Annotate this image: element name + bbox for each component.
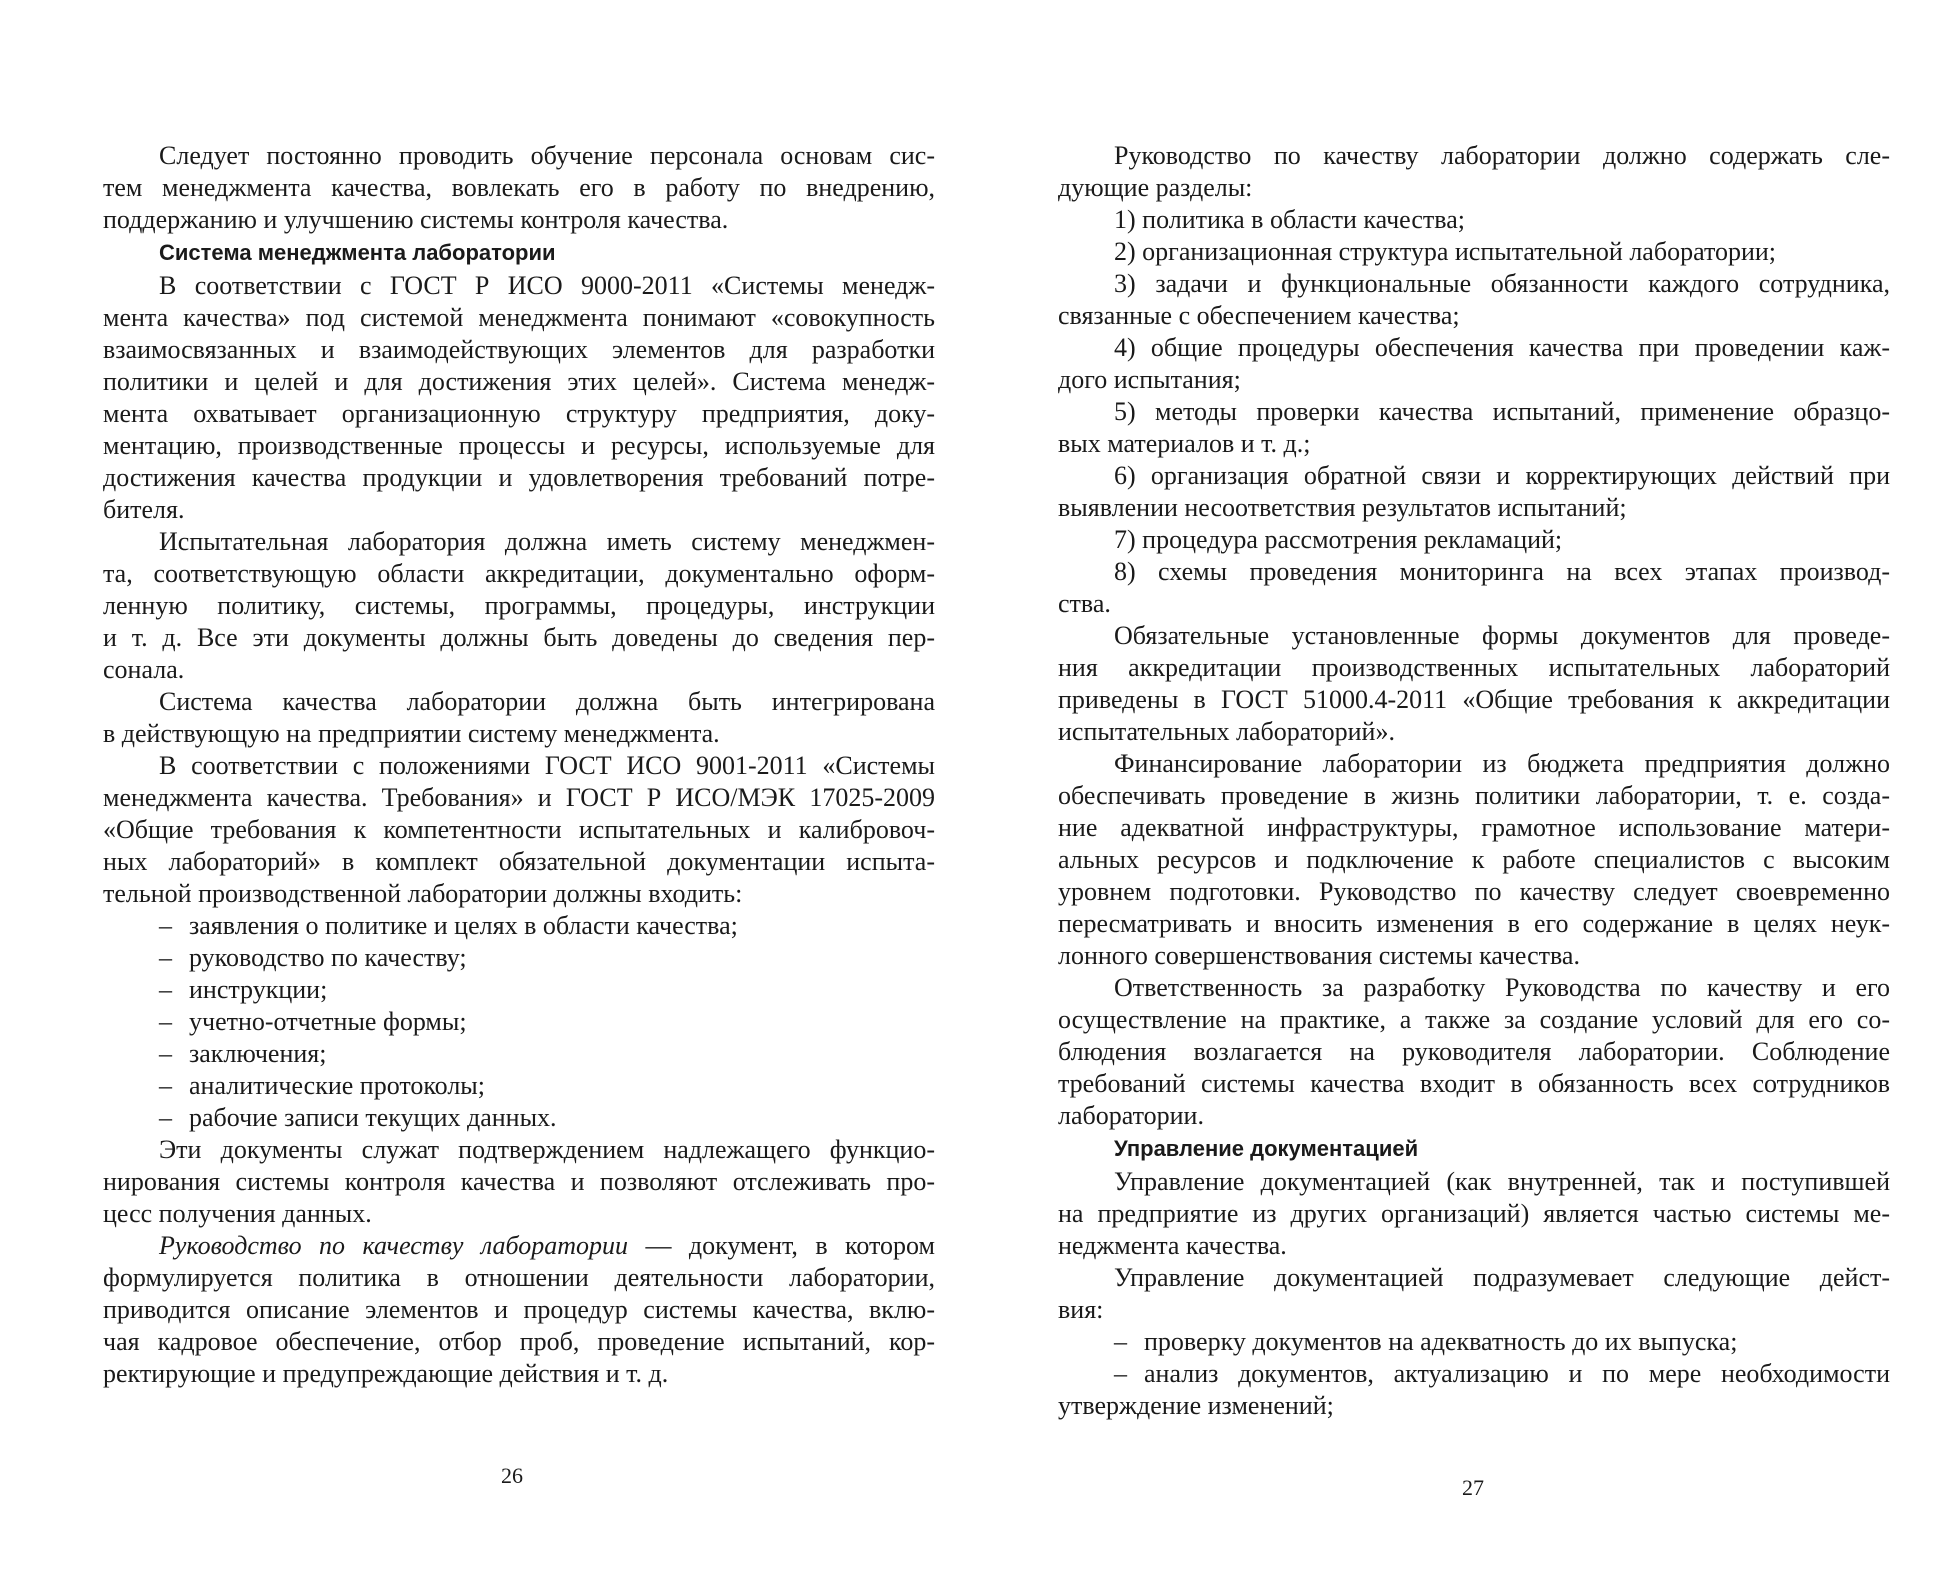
text-line: формулируется политика в отношении деятельности лаборатории, [103,1263,935,1292]
list-item [103,1038,935,1070]
page-number: 27 [1462,1475,1484,1500]
paragraph [1058,140,1890,204]
text-line: ментацию, производственные процессы и ресурсы, используемые для [103,431,935,460]
list-item-text: рабочие записи текущих данных. [189,1103,557,1132]
text-line: блюдения возлагается на руководителя лаборатории. Соблюдение [1058,1037,1890,1066]
text-line: на предприятие из других организаций) является частью системы ме- [1058,1199,1890,1228]
text-line: В соответствии с положениями ГОСТ ИСО 9001-2011 «Системы [159,751,935,780]
paragraph [1058,1166,1890,1262]
text-line: альных ресурсов и подключение к работе специалистов с высоким [1058,845,1890,874]
paragraph [1058,1262,1890,1326]
text-line: утверждение изменений; [1058,1391,1334,1420]
dash-mark: – [159,1007,172,1036]
list-item-text: анализ документов, актуализацию и по мере необходимости [1144,1359,1890,1388]
list-item-text: аналитические протоколы; [189,1071,486,1100]
list-item [1058,268,1890,332]
text-line: цесс получения данных. [103,1199,372,1228]
text-line: ние адекватной инфраструктуры, грамотное использование матери- [1058,813,1890,842]
list-item [1058,236,1890,268]
list-item [1058,1358,1890,1422]
text-line: 8) схемы проведения мониторинга на всех этапах производ- [1114,557,1890,586]
text-line: нирования системы контроля качества и позволяют отслеживать про- [103,1167,935,1196]
text-line: 6) организация обратной связи и корректирующих действий при [1114,461,1890,490]
text-line: требований системы качества входит в обязанность всех сотрудников [1058,1069,1890,1098]
list-item [1058,396,1890,460]
text-line: Следует постоянно проводить обучение персонала основам сис- [159,141,935,170]
text-line: дого испытания; [1058,365,1241,394]
text-line: мента качества» под системой менеджмента понимают «совокупность [103,303,935,332]
list-item [1058,460,1890,524]
text-line: вия: [1058,1295,1104,1324]
paragraph [103,686,935,750]
text-line: та, соответствующую области аккредитации, документально оформ- [103,559,935,588]
dash-mark: – [159,943,172,972]
text-line: поддержанию и улучшению системы контроля качества. [103,205,729,234]
list-item [1058,1326,1890,1358]
text-line: Обязательные установленные формы документов для проведе- [1114,621,1890,650]
text-line: осуществление на практике, а также за создание условий для его со- [1058,1005,1890,1034]
text-line [1058,1358,1890,1390]
text-line: Руководство по качеству лаборатории должно содержать сле- [1114,141,1890,170]
text-line: мента охватывает организационную структуру предприятия, доку- [103,399,935,428]
dash-mark: – [1114,1327,1127,1356]
bullet-list [1058,1326,1890,1422]
dash-mark: – [159,1071,172,1100]
list-item [103,910,935,942]
text-fragment: — документ, в котором [628,1231,936,1260]
text-line: 2) организационная структура испытательной лаборатории; [1114,237,1777,266]
text-line: лаборатории. [1058,1101,1204,1130]
text-line: сонала. [103,655,185,684]
text-line: пересматривать и вносить изменения в его содержание в целях неук- [1058,909,1890,938]
text-line: взаимосвязанных и взаимодействующих элементов для разработки [103,335,935,364]
text-line: и т. д. Все эти документы должны быть доведены до сведения пер- [103,623,935,652]
list-item [103,1070,935,1102]
text-line: 4) общие процедуры обеспечения качества при проведении каж- [1114,333,1890,362]
list-item [103,1006,935,1038]
left-page [103,140,935,1390]
text-line: вых материалов и т. д.; [1058,429,1311,458]
text-line: испытательных лабораторий». [1058,717,1395,746]
text-line: ных лабораторий» в комплект обязательной документации испыта- [103,847,935,876]
text-line: тельной производственной лаборатории должны входить: [103,879,743,908]
text-line: тем менеджмента качества, вовлекать его в работу по внедрению, [103,173,935,202]
text-line [103,1230,935,1262]
text-line: Испытательная лаборатория должна иметь систему менеджмен- [159,527,935,556]
list-item-text: инструкции; [189,975,328,1004]
text-line: Управление документацией (как внутренней, так и поступившей [1114,1167,1890,1196]
text-line: Система качества лаборатории должна быть интегрирована [159,687,935,716]
list-item [1058,332,1890,396]
list-item [1058,556,1890,620]
list-item-text: учетно-отчетные формы; [189,1007,467,1036]
dash-mark: – [1114,1359,1127,1388]
paragraph [103,1230,935,1390]
text-line [1058,1326,1890,1358]
paragraph [103,750,935,910]
numbered-list [1058,204,1890,620]
text-line: Финансирование лаборатории из бюджета предприятия должно [1114,749,1890,778]
text-line: Ответственность за разработку Руководства по качеству и его [1114,973,1890,1002]
text-line: уровнем подготовки. Руководство по качеству следует своевременно [1058,877,1890,906]
list-item-text: руководство по качеству; [189,943,467,972]
text-line: 1) политика в области качества; [1114,205,1465,234]
list-item-text: заключения; [189,1039,327,1068]
text-line: 5) методы проверки качества испытаний, применение образцо- [1114,397,1890,426]
list-item [1058,204,1890,236]
paragraph [103,526,935,686]
text-line: неджмента качества. [1058,1231,1287,1260]
paragraph [1058,748,1890,972]
paragraph [1058,972,1890,1132]
paragraph [103,270,935,526]
text-line: лонного совершенствования системы качества. [1058,941,1580,970]
text-line: ленную политику, системы, программы, процедуры, инструкции [103,591,935,620]
text-line: Управление документацией подразумевает следующие дейст- [1114,1263,1890,1292]
text-line: дующие разделы: [1058,173,1253,202]
text-line: приведены в ГОСТ 51000.4-2011 «Общие требования к аккредитации [1058,685,1890,714]
dash-mark: – [159,975,172,1004]
list-item-text: заявления о политике и целях в области качества; [189,911,738,940]
text-line: обеспечивать проведение в жизнь политики лаборатории, т. е. созда- [1058,781,1890,810]
text-line: чая кадровое обеспечение, отбор проб, проведение испытаний, кор- [103,1327,935,1356]
text-line: достижения качества продукции и удовлетворения требований потре- [103,463,935,492]
text-line: В соответствии с ГОСТ Р ИСО 9000-2011 «Системы менедж- [159,271,935,300]
text-line: в действующую на предприятии систему менеджмента. [103,719,720,748]
text-line: 7) процедура рассмотрения рекламаций; [1114,525,1563,554]
paragraph [103,140,935,236]
paragraph [103,1134,935,1230]
list-item [1058,524,1890,556]
section-heading: Управление документацией [1114,1136,1419,1161]
text-line: бителя. [103,495,185,524]
text-line: менеджмента качества. Требования» и ГОСТ Р ИСО/МЭК 17025-2009 [103,783,935,812]
right-page [1058,140,1890,1422]
text-line: ректирующие и предупреждающие действия и т. д. [103,1359,669,1388]
text-line: связанные с обеспечением качества; [1058,301,1460,330]
text-line: «Общие требования к компетентности испытательных и калибровоч- [103,815,935,844]
dash-mark: – [159,1039,172,1068]
bullet-list [103,910,935,1134]
paragraph [1058,620,1890,748]
list-item [103,974,935,1006]
list-item [103,1102,935,1134]
section-heading: Система менеджмента лаборатории [159,240,556,265]
text-line: выявлении несоответствия результатов испытаний; [1058,493,1627,522]
dash-mark: – [159,1103,172,1132]
italic-term: Руководство по качеству лаборатории [159,1231,629,1260]
dash-mark: – [159,911,172,940]
text-line: приводится описание элементов и процедур системы качества, вклю- [103,1295,935,1324]
list-item [103,942,935,974]
text-line: политики и целей и для достижения этих целей». Система менедж- [103,367,935,396]
text-line: Эти документы служат подтверждением надлежащего функцио- [159,1135,935,1164]
page-number: 26 [501,1463,523,1488]
text-line: 3) задачи и функциональные обязанности каждого сотрудника, [1114,269,1890,298]
list-item-text: проверку документов на адекватность до их выпуска; [1144,1327,1738,1356]
text-line: ния аккредитации производственных испытательных лабораторий [1058,653,1890,682]
text-line: ства. [1058,589,1111,618]
